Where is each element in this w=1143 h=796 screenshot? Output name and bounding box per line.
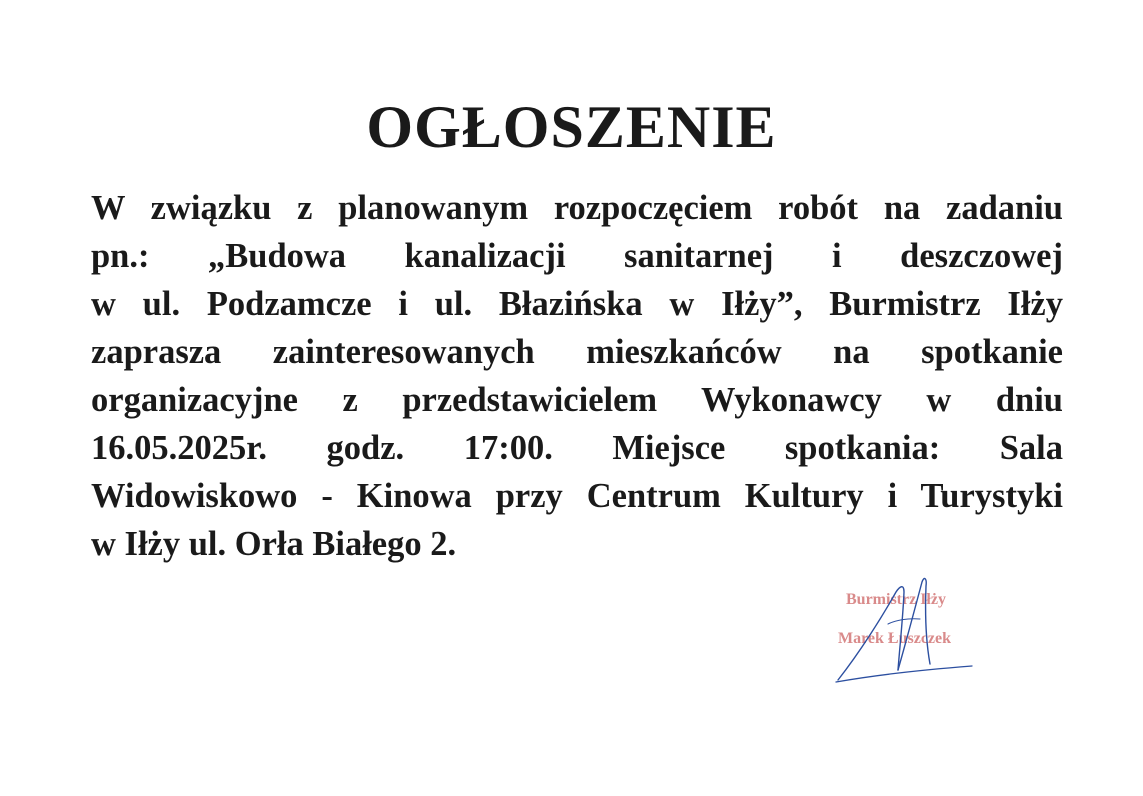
- body-line-2: pn.: „Budowa kanalizacji sanitarnej i deszczowej: [91, 237, 1063, 275]
- body-line-8: w Iłży ul. Orła Białego 2.: [91, 525, 457, 563]
- body-line-7: Widowiskowo - Kinowa przy Centrum Kultury i Turystyki: [91, 477, 1063, 515]
- body-line-6: 16.05.2025r. godz. 17:00. Miejsce spotkania: Sala: [91, 429, 1063, 467]
- announcement-body: [91, 184, 1063, 568]
- announcement-title: OGŁOSZENIE: [366, 94, 777, 160]
- mayor-stamp: [836, 588, 996, 688]
- body-line-1: W związku z planowanym rozpoczęciem robót na zadaniu: [91, 189, 1063, 227]
- stamp-name: Marek Łuszczek: [838, 630, 952, 647]
- body-line-4: zaprasza zainteresowanych mieszkańców na spotkanie: [91, 333, 1063, 371]
- body-line-3: w ul. Podzamcze i ul. Błazińska w Iłży”, Burmistrz Iłży: [91, 285, 1063, 323]
- body-line-5: organizacyjne z przedstawicielem Wykonawcy w dniu: [91, 381, 1063, 419]
- stamp-title: Burmistrz Iłży: [846, 591, 946, 608]
